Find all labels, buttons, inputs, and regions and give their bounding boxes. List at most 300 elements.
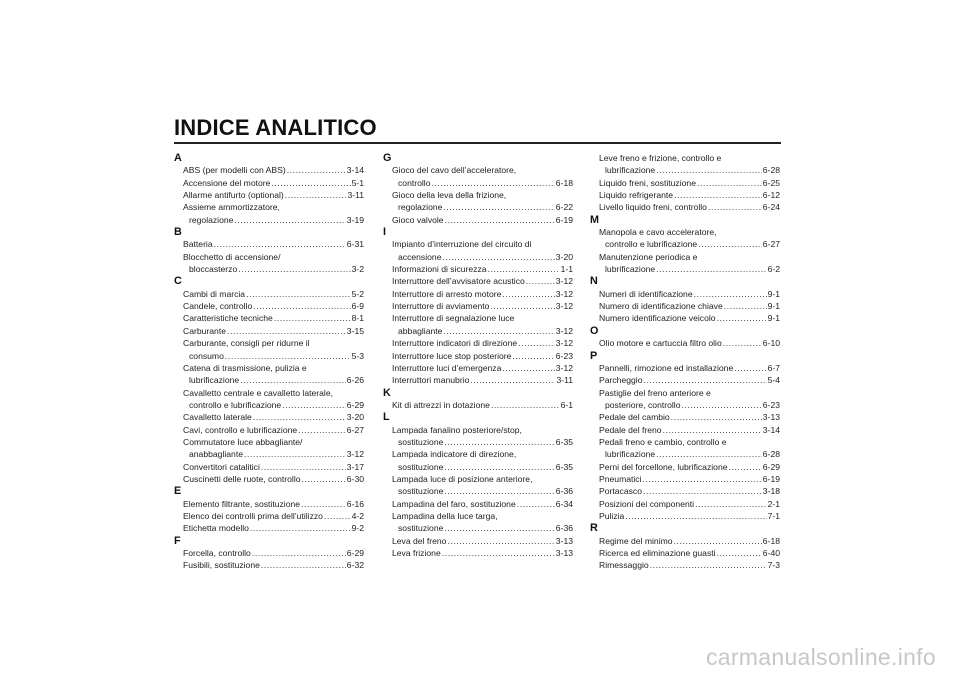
index-entry-text: anabbagliante [189, 449, 244, 460]
index-letter-heading: O [590, 324, 599, 337]
index-entry-page: 3-17 [346, 461, 364, 472]
dot-leader [253, 411, 346, 423]
dot-leader [698, 238, 762, 250]
dot-leader [488, 263, 560, 275]
index-letter-heading: L [383, 411, 390, 424]
index-entry [590, 424, 780, 436]
index-entry-text: controllo e lubrificazione [189, 399, 282, 410]
index-entry-page: 6-19 [555, 214, 573, 225]
index-entry-text: Portacasco [599, 486, 642, 497]
index-entry-text: Pedali freno e cambio, controllo e [599, 436, 727, 447]
dot-leader [298, 424, 346, 436]
index-entry-text: Manutenzione periodica e [599, 251, 698, 262]
index-entry-text: Informazioni di sicurezza [392, 264, 487, 275]
index-entry [590, 251, 780, 276]
index-entry-page: 6-24 [762, 202, 780, 213]
index-entry-text: Gioco della leva della frizione, [392, 190, 507, 201]
index-letter-heading: G [383, 152, 392, 164]
index-letter-heading: I [383, 226, 386, 239]
dot-leader [285, 189, 347, 201]
dot-leader [444, 436, 554, 448]
index-entry-page: 6-27 [762, 239, 780, 250]
index-entry-page: 6-35 [555, 436, 573, 447]
index-entry [174, 177, 364, 189]
dot-leader [656, 263, 766, 275]
dot-leader [625, 510, 766, 522]
index-letter-heading: N [590, 275, 598, 288]
index-entry-page: 3-12 [555, 276, 573, 287]
index-entry-page: 3-13 [555, 535, 573, 546]
index-entry-text: Cavi, controllo e lubrificazione [183, 424, 298, 435]
index-entry-text: Carburante [183, 325, 226, 336]
index-entry [383, 510, 573, 535]
index-entry-text: controllo [398, 177, 431, 188]
index-entry [174, 362, 364, 387]
index-entry-text: Cambi di marcia [183, 288, 246, 299]
index-entry-text: Gioco del cavo dell’acceleratore, [392, 165, 517, 176]
index-entry-text: Lampadina della luce targa, [392, 510, 498, 521]
index-entry-page: 1-1 [560, 264, 573, 275]
index-entry [383, 275, 573, 287]
index-entry-text: Caratteristiche tecniche [183, 313, 273, 324]
index-entry [174, 424, 364, 436]
dot-leader [650, 559, 767, 571]
dot-leader [253, 300, 350, 312]
index-entry [383, 214, 573, 226]
index-entry-page: 6-40 [762, 548, 780, 558]
index-entry-page: 7-1 [767, 510, 780, 521]
index-entry-text: posteriore, controllo [605, 399, 681, 410]
index-entry-text: regolazione [398, 202, 443, 213]
index-entry-text: Commutatore luce abbagliante/ [183, 436, 303, 447]
index-entry-text: Cavalletto laterale [183, 412, 252, 423]
index-entry [590, 498, 780, 510]
index-entry-text: Impianto d’interruzione del circuito di [392, 239, 532, 250]
dot-leader [674, 535, 762, 547]
index-entry [174, 189, 364, 201]
index-entry-page: 9-1 [767, 288, 780, 299]
index-entry-text: Interruttore indicatori di direzione [392, 338, 518, 349]
index-entry [174, 547, 364, 559]
index-entry [383, 288, 573, 300]
index-entry [590, 337, 780, 349]
index-entry-text: controllo e lubrificazione [605, 239, 698, 250]
index-letter-heading: C [174, 275, 182, 288]
index-entry-text: Interruttore luci d’emergenza [392, 362, 502, 373]
dot-leader [643, 473, 762, 485]
dot-leader [643, 374, 766, 386]
index-entry-text: Perni del forcellone, lubrificazione [599, 461, 728, 472]
index-letter-heading: P [590, 349, 598, 362]
index-entry-text: Blocchetto di accensione/ [183, 251, 281, 262]
index-entry [383, 547, 573, 559]
page-title: INDICE ANALITICO [174, 115, 377, 140]
index-entry-text: sostituzione [398, 523, 444, 534]
index-entry-text: Manopola e cavo acceleratore, [599, 227, 717, 238]
index-entry [174, 164, 364, 176]
index-entry [590, 374, 780, 386]
index-entry-text: sostituzione [398, 436, 444, 447]
index-entry [383, 337, 573, 349]
index-entry-text: Pneumatici [599, 473, 642, 484]
index-entry-text: sostituzione [398, 486, 444, 497]
index-entry-text: Pannelli, rimozione ed installazione [599, 362, 734, 373]
index-entry-page: 3-12 [555, 325, 573, 336]
index-entry [590, 152, 780, 177]
index-entry-page: 3-13 [555, 548, 573, 558]
index-entry [383, 189, 573, 214]
dot-leader [717, 547, 762, 559]
index-entry-page: 6-30 [346, 473, 364, 484]
index-entry-page: 6-31 [346, 239, 364, 250]
dot-leader [656, 448, 762, 460]
dot-leader [442, 251, 554, 263]
index-entry-text: Pedale del cambio [599, 412, 670, 423]
index-entry-text: Kit di attrezzi in dotazione [392, 399, 490, 410]
index-entry [383, 164, 573, 189]
index-entry [590, 461, 780, 473]
dot-leader [518, 337, 555, 349]
index-entry [383, 263, 573, 275]
index-entry-text: Forcella, controllo [183, 548, 251, 558]
index-entry-page: 3-12 [555, 288, 573, 299]
index-entry [383, 535, 573, 547]
index-entry [174, 288, 364, 300]
dot-leader [512, 350, 554, 362]
index-entry-text: Numeri di identificazione [599, 288, 693, 299]
index-entry-text: Convertitori catalitici [183, 461, 260, 472]
index-entry-text: Posizioni dei componenti [599, 498, 695, 509]
index-entry-text: accensione [398, 251, 442, 262]
index-entry-page: 2-1 [767, 498, 780, 509]
index-entry-page: 6-29 [762, 461, 780, 472]
index-entry [590, 485, 780, 497]
index-entry-page: 6-29 [346, 399, 364, 410]
dot-leader [694, 288, 767, 300]
index-entry-text: Catena di trasmissione, pulizia e [183, 362, 307, 373]
index-entry [590, 300, 780, 312]
index-entry [383, 362, 573, 374]
index-entry [174, 337, 364, 362]
index-entry-page: 6-25 [762, 177, 780, 188]
index-entry [590, 362, 780, 374]
index-entry-text: Regime del minimo [599, 535, 673, 546]
title-rule [174, 142, 781, 144]
index-entry-page: 6-1 [560, 399, 573, 410]
dot-leader [443, 201, 554, 213]
index-entry-page: 9-2 [351, 523, 364, 534]
index-letter-heading: F [174, 534, 181, 547]
index-entry-text: Carburante, consigli per ridurne il [183, 338, 310, 349]
index-entry-page: 3-12 [555, 362, 573, 373]
index-entry-text: Candele, controllo [183, 301, 253, 312]
index-entry [590, 312, 780, 324]
index-entry-text: lubrificazione [605, 264, 656, 275]
index-entry-text: sostituzione [398, 461, 444, 472]
index-entry-text: lubrificazione [605, 165, 656, 176]
dot-leader [681, 399, 761, 411]
index-entry [174, 559, 364, 571]
index-entry [174, 436, 364, 461]
dot-leader [502, 288, 554, 300]
dot-leader [695, 498, 767, 510]
index-entry-page: 5-2 [351, 288, 364, 299]
index-entry [174, 522, 364, 534]
index-entry-page: 3-11 [347, 190, 364, 201]
dot-leader [734, 362, 766, 374]
index-entry-page: 3-18 [762, 486, 780, 497]
index-entry-text: Elemento filtrante, sostituzione [183, 498, 301, 509]
index-entry-page: 8-1 [351, 313, 364, 324]
index-entry-text: Ricerca ed eliminazione guasti [599, 548, 716, 558]
index-entry-text: Elenco dei controlli prima dell’utilizzo [183, 510, 323, 521]
index-entry [590, 288, 780, 300]
index-entry-text: regolazione [189, 214, 234, 225]
index-entry-text: Interruttore di arresto motore [392, 288, 502, 299]
index-entry-text: Gioco valvole [392, 214, 444, 225]
index-entry-text: Livello liquido freni, controllo [599, 202, 707, 213]
index-entry [383, 424, 573, 449]
index-entry-text: Etichetta modello [183, 523, 249, 534]
index-entry-page: 6-28 [762, 165, 780, 176]
dot-leader [287, 164, 346, 176]
dot-leader [240, 374, 346, 386]
dot-leader [502, 362, 554, 374]
index-entry-page: 3-14 [762, 424, 780, 435]
index-entry-page: 6-23 [555, 350, 573, 361]
index-entry-page: 3-11 [556, 375, 573, 386]
dot-leader [431, 177, 554, 189]
index-entry [383, 350, 573, 362]
dot-leader [252, 547, 346, 559]
index-entry [174, 461, 364, 473]
index-letter-heading: A [174, 152, 182, 164]
index-entry-page: 6-23 [762, 399, 780, 410]
index-entry [383, 374, 573, 386]
index-entry-page: 6-28 [762, 449, 780, 460]
index-entry-page: 6-10 [762, 338, 780, 349]
dot-leader [656, 164, 762, 176]
index-entry [590, 189, 780, 201]
dot-leader [643, 485, 762, 497]
dot-leader [271, 177, 350, 189]
index-entry-text: Allarme antifurto (optional) [183, 190, 284, 201]
index-entry [174, 312, 364, 324]
index-entry-text: Batteria [183, 239, 213, 250]
index-letter-heading: M [590, 213, 599, 226]
dot-leader [517, 498, 555, 510]
dot-leader [729, 461, 762, 473]
index-entry-text: Parcheggio [599, 375, 643, 386]
index-entry [174, 201, 364, 226]
index-entry-text: Leva del freno [392, 535, 447, 546]
index-entry-text: Interruttori manubrio [392, 375, 470, 386]
index-entry-text: ABS (per modelli con ABS) [183, 165, 286, 176]
dot-leader [470, 374, 555, 386]
index-entry-text: Olio motore e cartuccia filtro olio [599, 338, 722, 349]
index-entry-page: 6-9 [351, 301, 364, 312]
index-entry-text: bloccasterzo [189, 264, 238, 275]
dot-leader [671, 411, 762, 423]
index-entry [383, 399, 573, 411]
dot-leader [261, 559, 346, 571]
index-column-2 [383, 152, 573, 559]
dot-leader [442, 547, 555, 559]
index-entry [590, 535, 780, 547]
index-entry-page: 7-3 [767, 560, 780, 571]
index-entry-text: Pedale del freno [599, 424, 662, 435]
dot-leader [250, 522, 351, 534]
dot-leader [708, 201, 762, 213]
index-entry-page: 3-12 [555, 338, 573, 349]
dot-leader [246, 288, 350, 300]
index-entry-page: 6-36 [555, 486, 573, 497]
index-entry-page: 6-35 [555, 461, 573, 472]
index-entry-page: 9-1 [767, 301, 780, 312]
watermark: carmanualsonline.info [705, 644, 936, 670]
dot-leader [324, 510, 351, 522]
index-entry-page: 6-22 [555, 202, 573, 213]
index-entry-text: lubrificazione [189, 375, 240, 386]
index-entry-page: 5-4 [767, 375, 780, 386]
index-entry [590, 547, 780, 559]
index-entry-page: 6-19 [762, 473, 780, 484]
index-entry-text: Fusibili, sostituzione [183, 560, 260, 571]
index-entry-text: Accensione del motore [183, 177, 271, 188]
index-entry [383, 473, 573, 498]
index-entry-text: Leva frizione [392, 548, 441, 558]
index-entry-page: 9-1 [767, 313, 780, 324]
dot-leader [444, 461, 554, 473]
index-entry [174, 411, 364, 423]
index-entry-page: 6-7 [767, 362, 780, 373]
dot-leader [227, 325, 346, 337]
index-entry [174, 473, 364, 485]
dot-leader [244, 448, 346, 460]
index-entry [383, 312, 573, 337]
index-entry-page: 6-18 [762, 535, 780, 546]
dot-leader [447, 535, 554, 547]
index-entry [590, 201, 780, 213]
index-entry-text: Numero di identificazione chiave [599, 301, 723, 312]
index-column-1 [174, 152, 364, 572]
index-entry-page: 3-12 [346, 449, 364, 460]
index-entry-text: lubrificazione [605, 449, 656, 460]
index-entry-text: Liquido refrigerante [599, 190, 674, 201]
index-entry-text: consumo [189, 350, 224, 361]
index-entry-text: Lampada luce di posizione anteriore, [392, 473, 533, 484]
index-entry-page: 4-2 [351, 510, 364, 521]
index-entry-page: 6-34 [555, 498, 573, 509]
dot-leader [282, 399, 346, 411]
dot-leader [490, 300, 554, 312]
dot-leader [274, 312, 351, 324]
index-entry-page: 6-36 [555, 523, 573, 534]
dot-leader [526, 275, 555, 287]
index-entry [174, 238, 364, 250]
dot-leader [697, 177, 762, 189]
index-entry-page: 5-3 [351, 350, 364, 361]
index-entry-page: 6-26 [346, 375, 364, 386]
index-entry [590, 473, 780, 485]
index-entry [174, 498, 364, 510]
index-entry-text: Pulizia [599, 510, 625, 521]
index-entry-page: 5-1 [351, 177, 364, 188]
dot-leader [301, 498, 346, 510]
index-entry [590, 510, 780, 522]
index-entry-text: Numero identificazione veicolo [599, 313, 716, 324]
index-entry-page: 6-12 [762, 190, 780, 201]
dot-leader [663, 424, 762, 436]
dot-leader [444, 522, 554, 534]
index-letter-heading: E [174, 485, 182, 498]
index-entry-text: abbagliante [398, 325, 443, 336]
dot-leader [214, 238, 346, 250]
index-entry [174, 387, 364, 412]
index-entry [590, 226, 780, 251]
index-entry-page: 3-20 [346, 412, 364, 423]
index-entry-page: 6-29 [346, 548, 364, 558]
index-entry-text: Cuscinetti delle ruote, controllo [183, 473, 301, 484]
index-letter-heading: K [383, 386, 391, 399]
index-entry-text: Lampadina del faro, sostituzione [392, 498, 516, 509]
dot-leader [674, 189, 762, 201]
dot-leader [234, 214, 345, 226]
index-entry-text: Interruttore dell’avvisatore acustico [392, 276, 525, 287]
index-entry-text: Assieme ammortizzatore, [183, 202, 280, 213]
index-entry-text: Liquido freni, sostituzione [599, 177, 696, 188]
dot-leader [491, 399, 560, 411]
index-entry-page: 3-14 [346, 165, 364, 176]
index-entry-page: 6-18 [555, 177, 573, 188]
index-entry-text: Interruttore di segnalazione luce [392, 313, 515, 324]
index-entry [383, 498, 573, 510]
index-entry [383, 238, 573, 263]
dot-leader [443, 325, 554, 337]
dot-leader [238, 263, 350, 275]
index-entry-page: 3-20 [555, 251, 573, 262]
index-entry [383, 300, 573, 312]
index-entry [590, 387, 780, 412]
index-entry [383, 448, 573, 473]
index-entry-page: 3-2 [351, 264, 364, 275]
dot-leader [225, 350, 351, 362]
dot-leader [302, 473, 346, 485]
index-entry-page: 6-16 [346, 498, 364, 509]
index-entry [174, 325, 364, 337]
dot-leader [445, 214, 555, 226]
dot-leader [723, 337, 762, 349]
index-entry [590, 177, 780, 189]
index-entry-text: Lampada fanalino posteriore/stop, [392, 424, 522, 435]
index-entry-text: Leve freno e frizione, controllo e [599, 153, 722, 163]
index-entry-text: Pastiglie del freno anteriore e [599, 387, 711, 398]
index-entry-page: 6-2 [767, 264, 780, 275]
index-entry-text: Cavalletto centrale e cavalletto laterale, [183, 387, 333, 398]
index-entry-text: Interruttore di avviamento [392, 301, 490, 312]
index-letter-heading: R [590, 522, 598, 535]
index-letter-heading: B [174, 226, 182, 239]
index-entry-page: 3-12 [555, 301, 573, 312]
index-entry [590, 559, 780, 571]
dot-leader [724, 300, 767, 312]
dot-leader [261, 461, 346, 473]
index-entry-page: 3-13 [762, 412, 780, 423]
dot-leader [444, 485, 554, 497]
index-entry-page: 6-32 [346, 560, 364, 571]
index-entry [590, 436, 780, 461]
index-entry [174, 510, 364, 522]
